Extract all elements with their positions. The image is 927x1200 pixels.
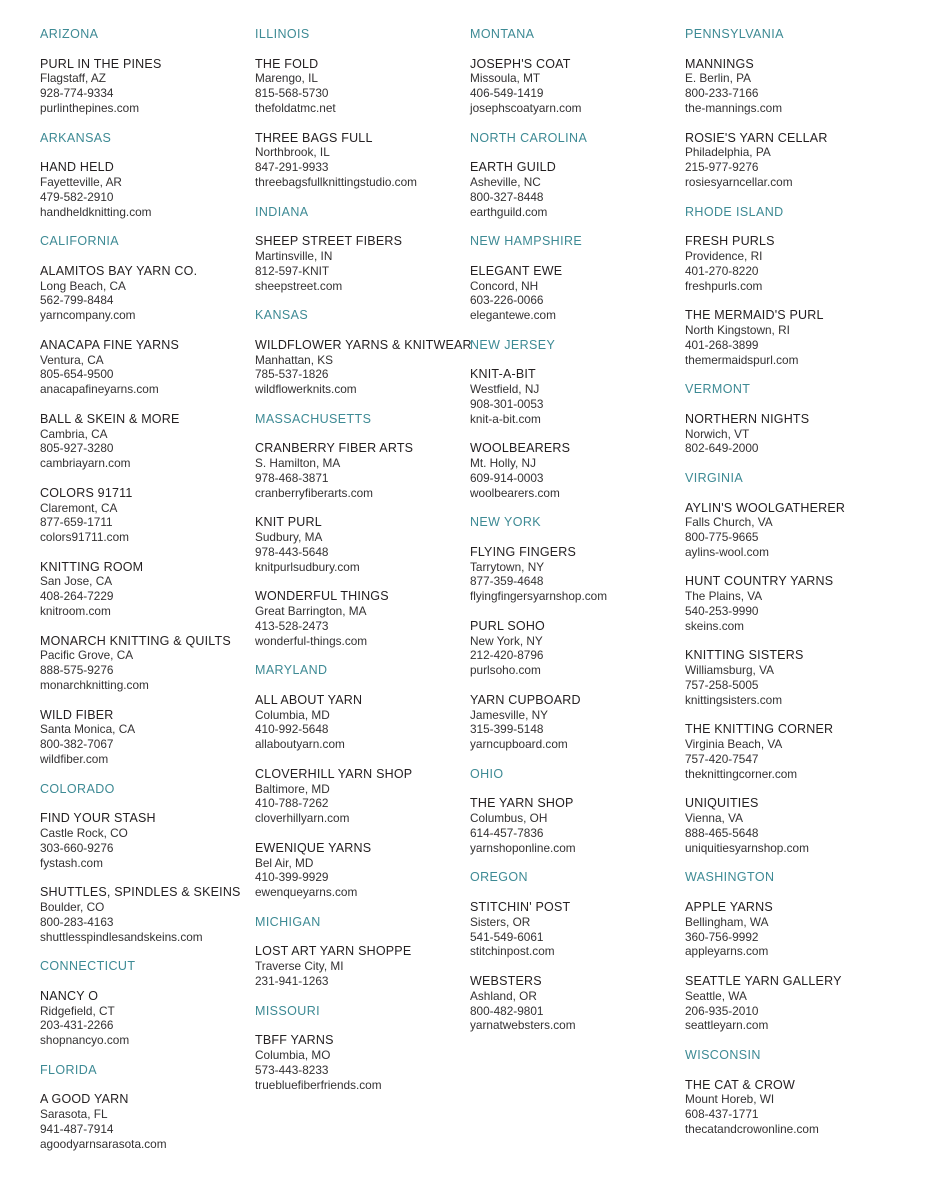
store-listing	[685, 501, 895, 560]
store-listing	[685, 900, 895, 959]
store-city: New York, NY	[470, 633, 543, 648]
store-name: SEATTLE YARN GALLERY	[685, 974, 842, 988]
store-city: Tarrytown, NY	[470, 559, 545, 574]
store-name: THE KNITTING CORNER	[685, 722, 834, 737]
state-heading: MONTANA	[470, 27, 535, 41]
state-heading: ILLINOIS	[255, 27, 310, 41]
store-website: the-mannings.com	[685, 100, 783, 115]
store-website: threebagsfullknittingstudio.com	[255, 174, 417, 189]
store-name: ELEGANT EWE	[470, 263, 563, 278]
store-city: Marengo, IL	[255, 71, 318, 86]
store-city: Norwich, VT	[685, 426, 750, 441]
store-phone: 877-359-4648	[470, 574, 544, 589]
store-name: FRESH PURLS	[685, 234, 775, 249]
store-phone: 413-528-2473	[255, 618, 329, 633]
state-heading: CONNECTICUT	[40, 959, 136, 974]
store-website: shopnancyo.com	[40, 1033, 130, 1048]
store-listing	[470, 57, 680, 116]
store-website: wonderful-things.com	[255, 633, 368, 648]
store-website: aylins-wool.com	[685, 544, 769, 559]
store-phone: 212-420-8796	[470, 648, 544, 663]
store-city: Boulder, CO	[40, 900, 105, 915]
store-phone: 401-270-8220	[685, 263, 759, 278]
state-heading: VERMONT	[685, 382, 751, 397]
store-name: JOSEPH'S COAT	[470, 56, 571, 71]
store-listing	[255, 589, 465, 648]
store-website: freshpurls.com	[685, 278, 763, 293]
store-name: KNITTING ROOM	[40, 559, 144, 574]
store-name: MONARCH KNITTING & QUILTS	[40, 633, 231, 648]
store-phone: 941-487-7914	[40, 1121, 114, 1136]
store-name: WONDERFUL THINGS	[255, 589, 389, 604]
state-heading: MARYLAND	[255, 663, 328, 678]
store-listing	[255, 441, 465, 500]
store-website: rosiesyarncellar.com	[685, 174, 793, 189]
store-city: Jamesville, NY	[470, 707, 549, 722]
store-city: Martinsville, IN	[255, 248, 333, 263]
store-name: PURL IN THE PINES	[40, 56, 162, 71]
store-city: Westfield, NJ	[470, 382, 540, 397]
store-listing	[40, 885, 250, 944]
store-city: Virginia Beach, VA	[685, 737, 783, 752]
store-website: allaboutyarn.com	[255, 737, 345, 752]
store-phone: 800-482-9801	[470, 1003, 544, 1018]
store-listing	[255, 515, 465, 574]
store-name: EARTH GUILD	[470, 160, 557, 175]
store-website: wildflowerknits.com	[255, 382, 357, 397]
store-website: yarnatwebsters.com	[470, 1018, 576, 1033]
store-name: THE MERMAID'S PURL	[685, 308, 824, 323]
store-listing	[470, 264, 680, 323]
store-website: earthguild.com	[470, 204, 548, 219]
store-website: cloverhillyarn.com	[255, 811, 350, 826]
store-phone: 757-258-5005	[685, 678, 759, 693]
column-2	[255, 27, 472, 1107]
store-name: HAND HELD	[40, 160, 115, 175]
store-name: ALL ABOUT YARN	[255, 692, 363, 707]
store-listing	[685, 796, 895, 855]
store-phone: 908-301-0053	[470, 396, 544, 411]
store-phone: 215-977-9276	[685, 160, 759, 175]
store-name: HUNT COUNTRY YARNS	[685, 574, 834, 589]
store-name: THE YARN SHOP	[470, 796, 574, 811]
store-phone: 410-992-5648	[255, 722, 329, 737]
store-city: Ashland, OR	[470, 988, 537, 1003]
store-listing	[255, 57, 465, 116]
store-phone: 800-327-8448	[470, 189, 544, 204]
store-phone: 614-457-7836	[470, 826, 544, 841]
store-city: Sudbury, MA	[255, 530, 323, 545]
state-heading: KANSAS	[255, 308, 309, 323]
store-listing	[470, 974, 680, 1033]
store-listing	[685, 57, 895, 116]
store-listing	[40, 989, 250, 1048]
state-heading: ARIZONA	[40, 27, 99, 41]
store-name: BALL & SKEIN & MORE	[40, 411, 180, 426]
store-listing	[255, 767, 465, 826]
store-listing	[255, 1033, 465, 1092]
store-phone: 888-465-5648	[685, 826, 759, 841]
store-listing	[40, 160, 250, 219]
store-name: THE FOLD	[255, 56, 319, 71]
store-phone: 540-253-9990	[685, 604, 759, 619]
store-city: Great Barrington, MA	[255, 604, 367, 619]
store-name: THE CAT & CROW	[685, 1077, 795, 1092]
store-city: Sisters, OR	[470, 914, 531, 929]
store-phone: 928-774-9334	[40, 86, 114, 101]
store-name: PURL SOHO	[470, 618, 545, 633]
store-website: elegantewe.com	[470, 308, 556, 323]
store-listing	[685, 974, 895, 1033]
column-3	[470, 27, 680, 1048]
store-phone: 541-549-6061	[470, 929, 544, 944]
store-listing	[40, 412, 250, 471]
store-listing	[470, 545, 680, 604]
store-phone: 609-914-0003	[470, 470, 544, 485]
store-city: Bel Air, MD	[255, 855, 314, 870]
store-city: Baltimore, MD	[255, 781, 330, 796]
store-listing	[685, 722, 895, 781]
store-city: Columbia, MO	[255, 1047, 331, 1062]
store-phone: 360-756-9992	[685, 929, 759, 944]
store-city: Bellingham, WA	[685, 914, 769, 929]
store-website: purlsoho.com	[470, 663, 541, 678]
store-phone: 231-941-1263	[255, 974, 329, 988]
store-website: handheldknitting.com	[40, 204, 152, 219]
store-website: skeins.com	[685, 618, 745, 633]
store-city: S. Hamilton, MA	[255, 456, 341, 471]
store-phone: 800-233-7166	[685, 86, 759, 101]
store-listing	[40, 57, 250, 116]
store-name: LOST ART YARN SHOPPE	[255, 944, 412, 959]
state-heading: NEW HAMPSHIRE	[470, 234, 583, 249]
store-city: Fayetteville, AR	[40, 174, 122, 189]
store-name: EWENIQUE YARNS	[255, 840, 372, 855]
store-listing	[40, 486, 250, 545]
store-website: agoodyarnsarasota.com	[40, 1136, 167, 1151]
store-website: stitchinpost.com	[470, 944, 555, 959]
store-name: KNIT-A-BIT	[470, 367, 536, 382]
state-heading: MASSACHUSETTS	[255, 411, 372, 426]
store-listing	[470, 796, 680, 855]
store-listing	[685, 308, 895, 367]
state-heading: NEW YORK	[470, 515, 542, 530]
store-website: shuttlesspindlesandskeins.com	[40, 929, 203, 944]
store-city: Philadelphia, PA	[685, 145, 771, 160]
store-city: Vienna, VA	[685, 811, 743, 826]
state-heading: CALIFORNIA	[40, 234, 120, 249]
store-name: STITCHIN' POST	[470, 900, 571, 915]
store-name: FIND YOUR STASH	[40, 811, 156, 826]
store-city: The Plains, VA	[685, 589, 763, 604]
store-phone: 812-597-KNIT	[255, 263, 330, 278]
store-listing	[470, 693, 680, 752]
store-phone: 479-582-2910	[40, 189, 114, 204]
store-city: San Jose, CA	[40, 574, 113, 589]
store-phone: 785-537-1826	[255, 367, 329, 382]
store-website: knit-a-bit.com	[470, 411, 541, 426]
store-city: Ventura, CA	[40, 352, 104, 367]
store-website: yarncupboard.com	[470, 737, 568, 752]
store-name: APPLE YARNS	[685, 900, 773, 915]
store-name: KNITTING SISTERS	[685, 648, 804, 663]
store-website: theknittingcorner.com	[685, 766, 798, 781]
store-name: THREE BAGS FULL	[255, 130, 373, 145]
store-city: Williamsburg, VA	[685, 663, 774, 678]
store-city: Falls Church, VA	[685, 515, 773, 530]
column-1	[40, 27, 250, 1166]
store-phone: 410-788-7262	[255, 796, 329, 811]
store-listing	[470, 900, 680, 959]
store-name: ALAMITOS BAY YARN CO.	[40, 263, 198, 278]
store-phone: 203-431-2266	[40, 1018, 114, 1033]
store-website: cambriayarn.com	[40, 456, 131, 471]
state-heading: RHODE ISLAND	[685, 204, 784, 219]
store-listing	[40, 264, 250, 323]
store-listing	[470, 367, 680, 426]
store-website: wildfiber.com	[40, 752, 109, 767]
store-website: thecatandcrowonline.com	[685, 1121, 819, 1136]
store-website: yarncompany.com	[40, 308, 136, 323]
store-phone: 802-649-2000	[685, 441, 759, 456]
store-phone: 877-659-1711	[40, 515, 113, 530]
store-website: knittingsisters.com	[685, 692, 783, 707]
state-heading: ARKANSAS	[40, 130, 112, 145]
store-city: Missoula, MT	[470, 71, 541, 86]
store-name: WEBSTERS	[470, 974, 542, 988]
store-website: josephscoatyarn.com	[470, 100, 582, 115]
store-phone: 303-660-9276	[40, 840, 114, 855]
store-city: Columbia, MD	[255, 707, 330, 722]
store-website: colors91711.com	[40, 530, 129, 545]
store-phone: 978-443-5648	[255, 544, 329, 559]
store-listing	[40, 1092, 250, 1151]
store-listing	[470, 441, 680, 500]
store-city: Asheville, NC	[470, 174, 541, 189]
store-phone: 847-291-9933	[255, 160, 329, 175]
store-name: ROSIE'S YARN CELLAR	[685, 130, 828, 145]
store-city: Manhattan, KS	[255, 352, 334, 367]
store-name: UNIQUITIES	[685, 796, 759, 811]
store-phone: 800-283-4163	[40, 914, 114, 929]
store-phone: 805-927-3280	[40, 441, 114, 456]
store-listing	[255, 131, 465, 190]
store-listing	[40, 560, 250, 619]
state-heading: FLORIDA	[40, 1062, 97, 1077]
store-city: Flagstaff, AZ	[40, 71, 107, 86]
store-phone: 805-654-9500	[40, 367, 114, 382]
store-website: truebluefiberfriends.com	[255, 1077, 382, 1092]
store-city: Claremont, CA	[40, 500, 118, 515]
store-website: fystash.com	[40, 855, 103, 870]
store-website: knitroom.com	[40, 604, 111, 619]
store-city: Mt. Holly, NJ	[470, 456, 536, 471]
store-listing	[685, 1078, 895, 1137]
store-phone: 315-399-5148	[470, 722, 544, 737]
state-heading: MICHIGAN	[255, 914, 321, 929]
store-phone: 815-568-5730	[255, 86, 329, 101]
store-phone: 757-420-7547	[685, 752, 759, 767]
store-city: E. Berlin, PA	[685, 71, 752, 86]
store-name: ANACAPA FINE YARNS	[40, 337, 180, 352]
store-listing	[255, 234, 465, 293]
store-city: Cambria, CA	[40, 426, 108, 441]
store-phone: 608-437-1771	[685, 1107, 759, 1122]
store-website: yarnshoponline.com	[470, 840, 576, 855]
store-listing	[685, 234, 895, 293]
store-phone: 406-549-1419	[470, 86, 544, 101]
store-city: Mount Horeb, WI	[685, 1092, 775, 1107]
state-heading: OREGON	[470, 870, 528, 885]
store-listing	[40, 634, 250, 693]
store-city: Columbus, OH	[470, 811, 548, 826]
store-website: thefoldatmc.net	[255, 100, 336, 115]
store-city: Seattle, WA	[685, 988, 747, 1003]
store-city: Sarasota, FL	[40, 1107, 108, 1122]
state-heading: WASHINGTON	[685, 870, 775, 885]
store-listing	[255, 337, 472, 397]
state-heading: MISSOURI	[255, 1003, 321, 1018]
store-city: Northbrook, IL	[255, 145, 330, 160]
store-listing	[685, 574, 895, 633]
store-phone: 408-264-7229	[40, 589, 114, 604]
store-city: Concord, NH	[470, 278, 539, 293]
store-city: Long Beach, CA	[40, 278, 126, 293]
store-listing	[685, 131, 895, 190]
state-heading: NEW JERSEY	[470, 337, 556, 352]
state-heading: PENNSYLVANIA	[685, 27, 784, 41]
store-phone: 401-268-3899	[685, 337, 759, 352]
state-heading: OHIO	[470, 766, 504, 781]
state-heading: VIRGINIA	[685, 470, 744, 485]
store-website: seattleyarn.com	[685, 1018, 769, 1033]
store-listing	[40, 708, 250, 767]
store-name: CRANBERRY FIBER ARTS	[255, 441, 414, 456]
store-website: knitpurlsudbury.com	[255, 559, 360, 574]
store-phone: 888-575-9276	[40, 663, 114, 678]
store-listing	[685, 648, 895, 707]
store-name: NANCY O	[40, 988, 99, 1003]
store-phone: 573-443-8233	[255, 1062, 329, 1077]
store-website: cranberryfiberarts.com	[255, 485, 374, 500]
store-phone: 978-468-3871	[255, 470, 329, 485]
store-listing	[255, 841, 465, 900]
store-name: SHEEP STREET FIBERS	[255, 234, 403, 249]
store-listing	[685, 412, 895, 456]
store-name: CLOVERHILL YARN SHOP	[255, 766, 413, 781]
store-name: TBFF YARNS	[255, 1033, 334, 1048]
store-name: A GOOD YARN	[40, 1092, 129, 1107]
column-4	[685, 27, 895, 1152]
store-city: Pacific Grove, CA	[40, 648, 134, 663]
store-listing	[40, 811, 250, 870]
store-name: WOOLBEARERS	[470, 441, 571, 456]
store-website: woolbearers.com	[470, 485, 560, 500]
store-city: Castle Rock, CO	[40, 826, 128, 841]
store-city: North Kingstown, RI	[685, 322, 790, 337]
store-city: Santa Monica, CA	[40, 722, 136, 737]
store-phone: 800-382-7067	[40, 737, 114, 752]
store-website: purlinthepines.com	[40, 100, 140, 115]
state-heading: INDIANA	[255, 204, 309, 219]
store-listing	[470, 619, 680, 678]
store-website: themermaidspurl.com	[685, 352, 799, 367]
store-name: WILD FIBER	[40, 707, 114, 722]
store-website: uniquitiesyarnshop.com	[685, 840, 809, 855]
store-name: WILDFLOWER YARNS & KNITWEAR	[255, 337, 472, 352]
store-website: flyingfingersyarnshop.com	[470, 589, 608, 604]
store-phone: 410-399-9929	[255, 870, 329, 885]
store-name: AYLIN'S WOOLGATHERER	[685, 500, 846, 515]
store-name: FLYING FINGERS	[470, 544, 577, 559]
store-name: NORTHERN NIGHTS	[685, 411, 810, 426]
store-website: sheepstreet.com	[255, 278, 343, 293]
store-phone: 206-935-2010	[685, 1003, 759, 1018]
state-heading: WISCONSIN	[685, 1047, 761, 1062]
store-name: COLORS 91711	[40, 485, 133, 500]
store-city: Traverse City, MI	[255, 959, 344, 974]
store-name: MANNINGS	[685, 56, 754, 71]
store-listing	[255, 693, 465, 752]
store-website: anacapafineyarns.com	[40, 382, 159, 397]
store-website: monarchknitting.com	[40, 678, 149, 693]
state-heading: COLORADO	[40, 781, 115, 796]
store-city: Ridgefield, CT	[40, 1003, 115, 1018]
store-phone: 562-799-8484	[40, 293, 114, 308]
store-listing	[470, 160, 680, 219]
store-city: Providence, RI	[685, 248, 763, 263]
store-listing	[255, 944, 465, 988]
state-heading: NORTH CAROLINA	[470, 130, 588, 145]
store-website: appleyarns.com	[685, 944, 769, 959]
store-name: YARN CUPBOARD	[470, 692, 581, 707]
store-name: SHUTTLES, SPINDLES & SKEINS	[40, 885, 241, 900]
store-phone: 800-775-9665	[685, 530, 759, 545]
store-name: KNIT PURL	[255, 515, 322, 530]
store-listing	[40, 338, 250, 397]
store-phone: 603-226-0066	[470, 293, 544, 308]
store-website: ewenqueyarns.com	[255, 885, 358, 900]
